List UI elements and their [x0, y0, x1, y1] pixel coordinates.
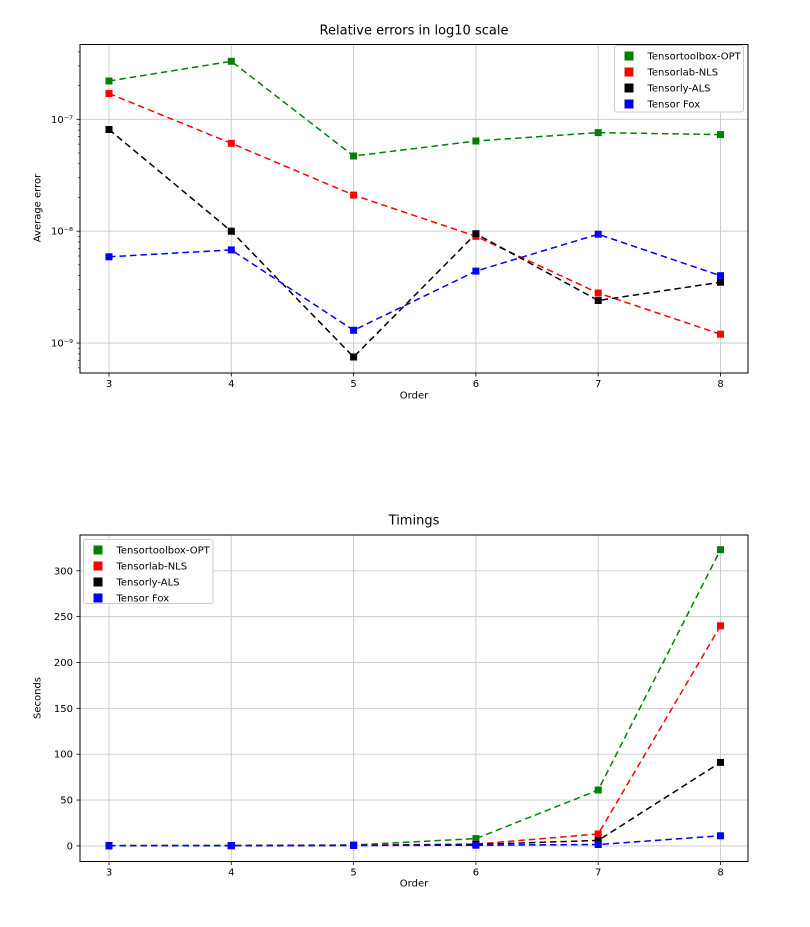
data-point-marker	[595, 297, 602, 304]
timings-x-axis-label: Order	[399, 878, 429, 890]
data-point-marker	[472, 230, 479, 237]
x-tick-label: 4	[228, 379, 235, 390]
legend-marker-tensortoolbox-opt	[625, 52, 634, 61]
legend-upper-right	[615, 46, 744, 113]
x-tick-label: 7	[595, 379, 602, 390]
series-line	[109, 626, 721, 846]
legend-marker-tensorlab-nls	[625, 68, 634, 77]
data-point-marker	[106, 90, 113, 97]
errors-chart-title: Relative errors in log10 scale	[319, 23, 509, 39]
legend-label-tensorlab-nls: Tensorlab-NLS	[647, 67, 719, 79]
data-point-marker	[717, 546, 724, 553]
data-point-marker	[350, 153, 357, 160]
data-point-marker	[350, 327, 357, 334]
legend-marker-tensorly-als	[625, 84, 634, 93]
y-tick-label: 10⁻⁹	[50, 338, 73, 350]
y-tick-label: 300	[53, 566, 73, 578]
legend-marker-tensorlab-nls	[94, 562, 103, 571]
chart-timings	[54, 535, 748, 879]
legend-marker-tensor-fox	[625, 100, 634, 109]
legend-label-tensorly-als: Tensorly-ALS	[116, 577, 180, 589]
y-tick-label: 100	[53, 749, 73, 761]
series-tensorly-als	[106, 126, 725, 361]
legend-upper-left	[84, 540, 214, 605]
data-point-marker	[350, 354, 357, 361]
data-point-marker	[228, 246, 235, 253]
y-tick-label: 0	[66, 841, 73, 853]
x-tick-label: 6	[472, 867, 480, 879]
chart-relative-errors-in-log10-scale	[51, 45, 748, 391]
errors-x-axis-label: Order	[399, 390, 429, 402]
legend-label-tensor-fox: Tensor Fox	[116, 593, 170, 605]
data-point-marker	[106, 253, 113, 260]
data-point-marker	[717, 331, 724, 338]
x-tick-label: 3	[105, 379, 113, 390]
data-point-marker	[717, 832, 724, 839]
series-tensorlab-nls	[106, 622, 725, 849]
data-point-marker	[350, 192, 357, 199]
legend-marker-tensor-fox	[94, 594, 103, 603]
series-line	[109, 762, 721, 845]
x-tick-label: 5	[350, 379, 357, 390]
legend-label-tensorlab-nls: Tensorlab-NLS	[116, 561, 188, 573]
y-tick-label: 150	[53, 703, 73, 715]
data-point-marker	[595, 841, 602, 848]
data-point-marker	[595, 831, 602, 838]
data-point-marker	[472, 138, 479, 145]
x-tick-label: 6	[472, 379, 480, 390]
data-point-marker	[472, 268, 479, 275]
x-tick-label: 8	[717, 379, 724, 390]
legend-marker-tensorly-als	[94, 578, 103, 587]
data-point-marker	[595, 787, 602, 794]
errors-y-axis-label: Average error	[32, 173, 44, 243]
data-point-marker	[595, 290, 602, 297]
legend-marker-tensortoolbox-opt	[94, 546, 103, 555]
data-point-marker	[350, 842, 357, 849]
x-tick-label: 8	[717, 867, 724, 879]
series-tensor-fox	[106, 832, 725, 849]
data-point-marker	[717, 759, 724, 766]
legend-label-tensortoolbox-opt: Tensortoolbox-OPT	[116, 545, 210, 557]
data-point-marker	[717, 272, 724, 279]
legend-label-tensor-fox: Tensor Fox	[647, 99, 701, 111]
data-point-marker	[472, 842, 479, 849]
y-tick-label: 50	[60, 795, 73, 807]
timings-y-axis-label: Seconds	[32, 676, 44, 720]
data-point-marker	[106, 126, 113, 133]
x-tick-label: 4	[228, 867, 235, 879]
tick-labels	[51, 115, 724, 390]
data-point-marker	[717, 131, 724, 138]
data-point-marker	[717, 279, 724, 286]
y-tick-label: 10⁻⁷	[50, 114, 73, 126]
data-point-marker	[595, 129, 602, 136]
x-tick-label: 7	[595, 867, 602, 879]
series-tensor-fox	[106, 231, 725, 334]
timings-chart-title: Timings	[388, 513, 440, 529]
series-line	[109, 94, 721, 335]
data-point-marker	[595, 231, 602, 238]
y-tick-label: 10⁻⁸	[50, 226, 73, 238]
legend-label-tensorly-als: Tensorly-ALS	[647, 83, 711, 95]
axis-ticks	[77, 571, 721, 865]
data-point-marker	[717, 622, 724, 629]
legend-label-tensortoolbox-opt: Tensortoolbox-OPT	[647, 51, 741, 63]
series-line	[109, 234, 721, 330]
series-tensorly-als	[106, 759, 725, 849]
x-tick-label: 3	[105, 867, 113, 879]
y-tick-label: 200	[53, 658, 73, 669]
data-point-marker	[106, 842, 113, 849]
series-line	[109, 130, 721, 358]
data-point-marker	[106, 78, 113, 85]
x-tick-label: 5	[350, 867, 357, 879]
tick-labels	[54, 566, 724, 878]
data-point-marker	[228, 228, 235, 235]
data-point-marker	[228, 842, 235, 849]
data-point-marker	[228, 58, 235, 65]
y-tick-label: 250	[53, 612, 73, 624]
data-point-marker	[228, 140, 235, 147]
